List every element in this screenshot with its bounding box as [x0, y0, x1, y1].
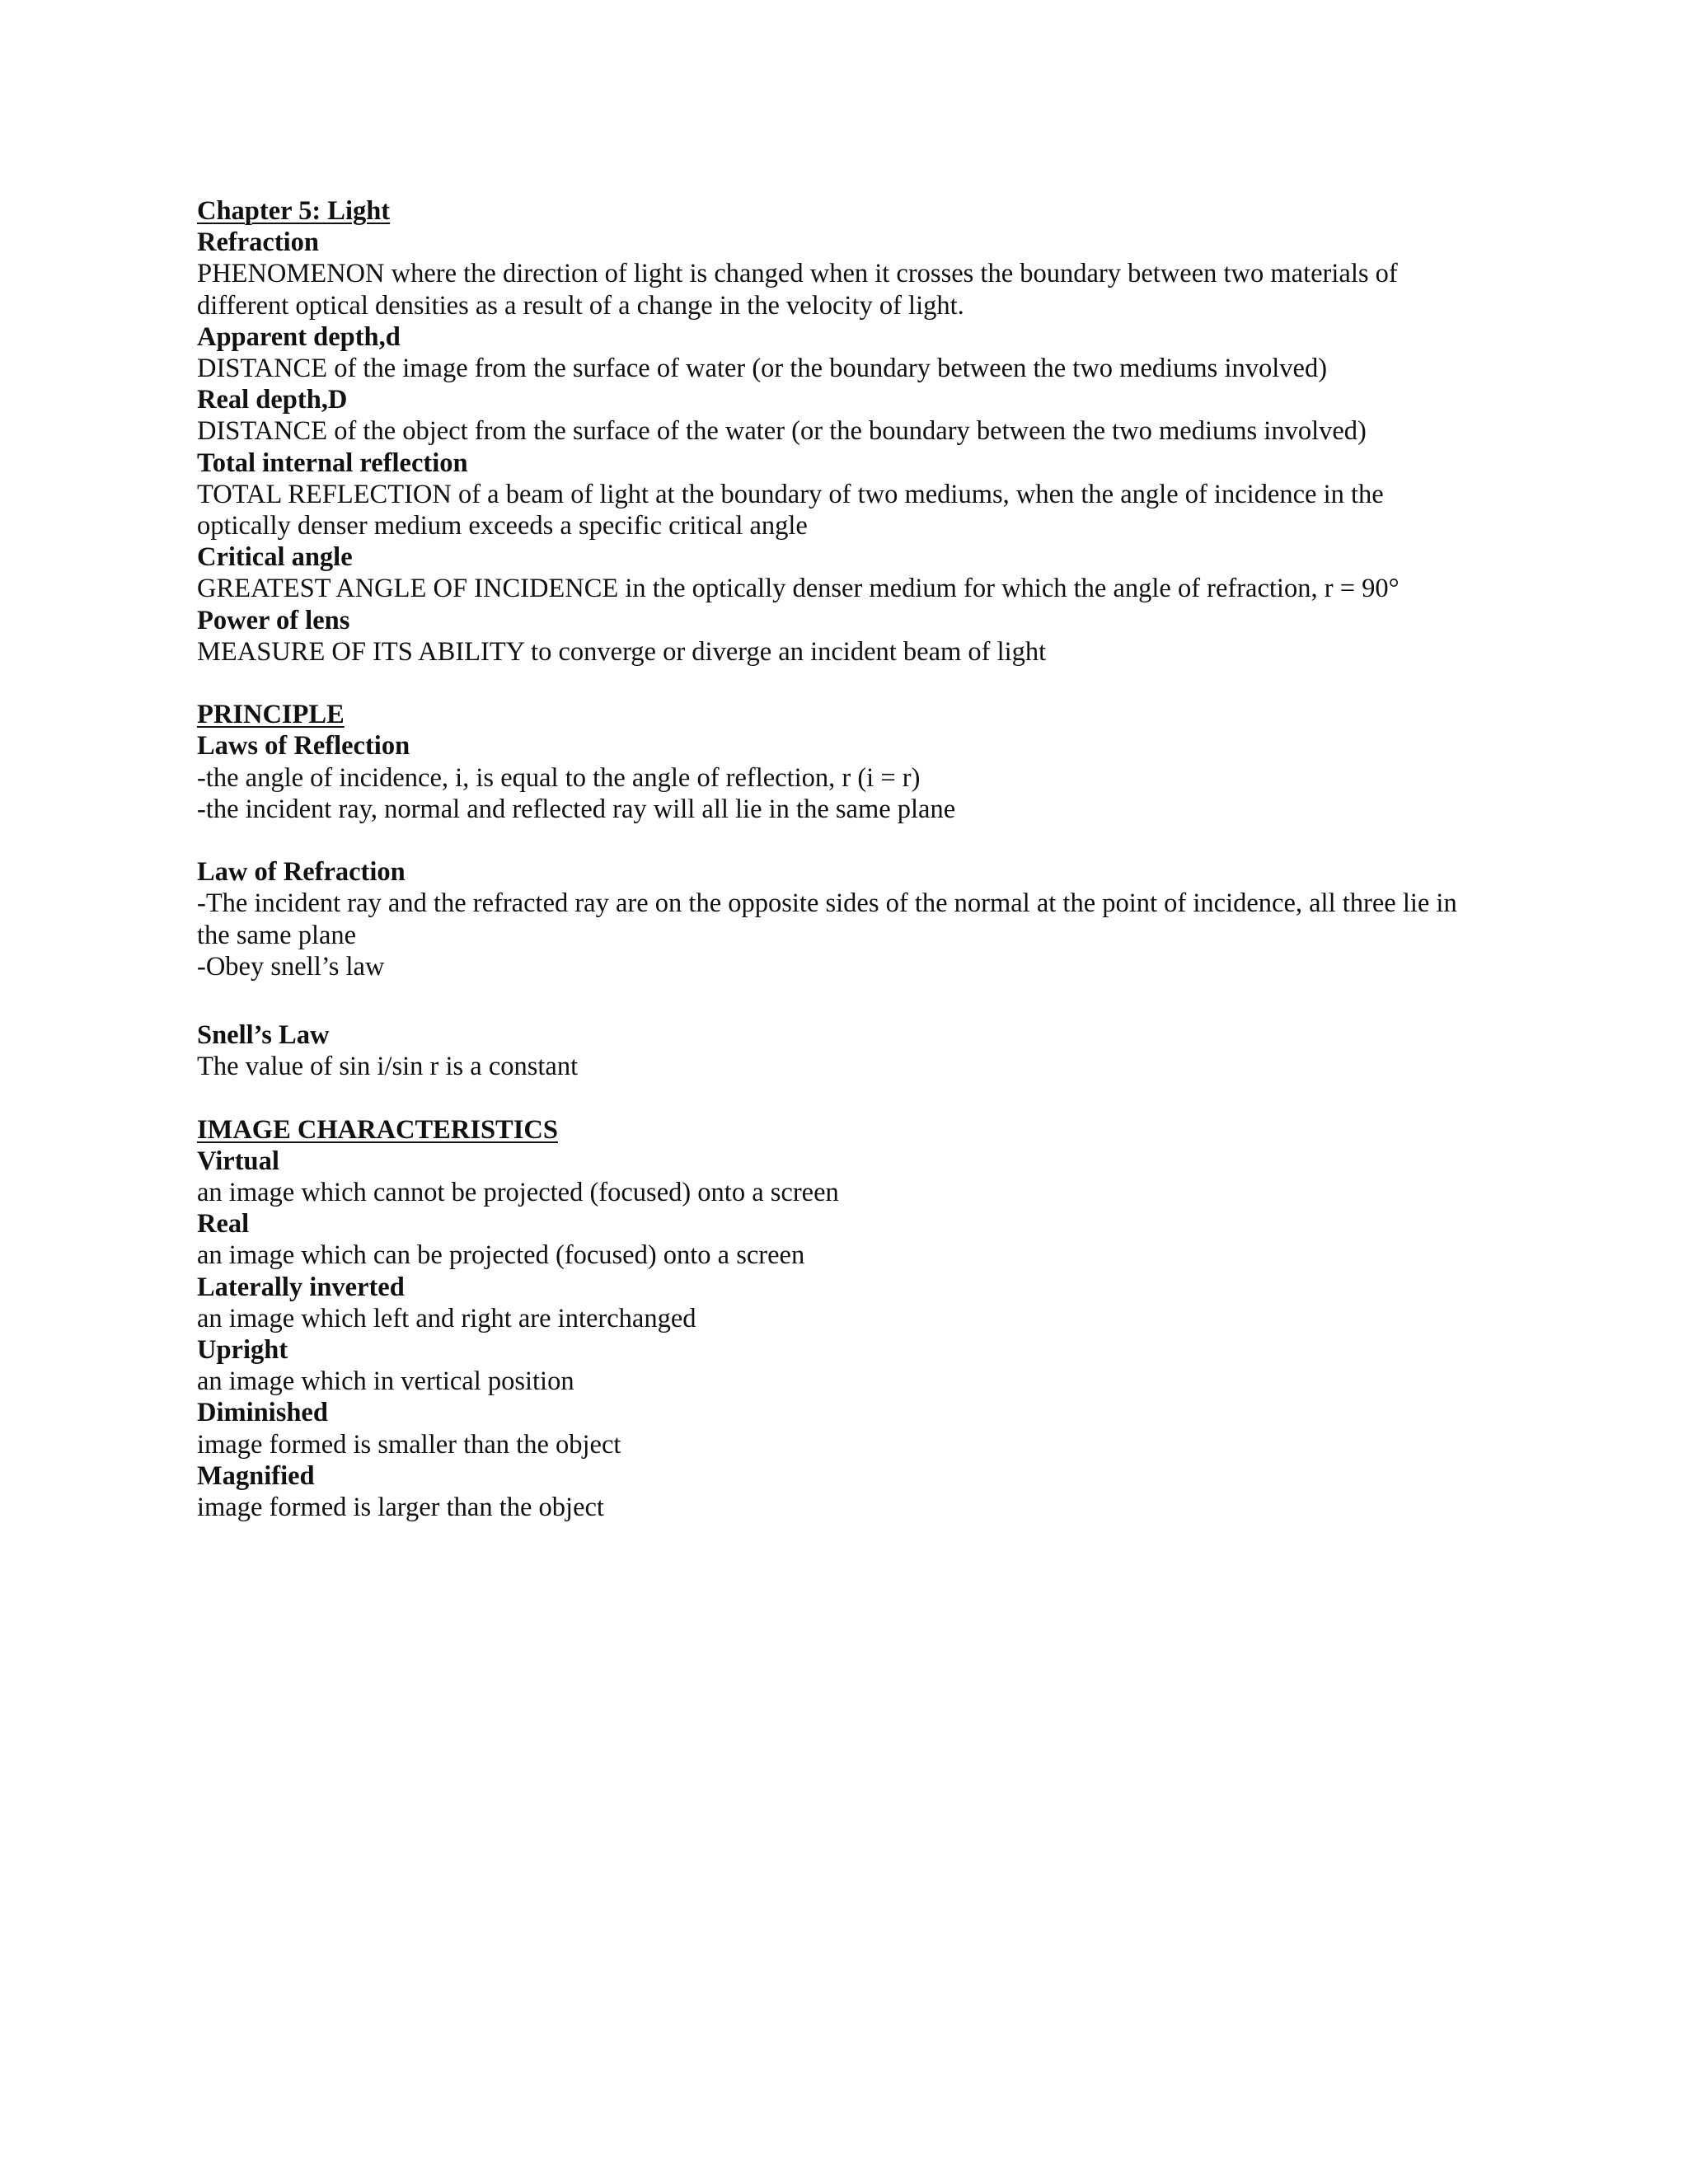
definition-term-critical-angle: Critical angle — [197, 542, 353, 573]
definition-text-refraction: PHENOMENON where the direction of light is changed when it crosses the boundary between two materials of different optical densities as a result of a change in the velocity of light. — [197, 259, 1398, 321]
characteristic-term-magnified: Magnified — [197, 1460, 315, 1491]
definition-term-apparent-depth: Apparent depth,d — [197, 321, 401, 352]
reflection-law-line: -the angle of incidence, i, is equal to the angle of reflection, r (i = r) — [197, 762, 921, 793]
characteristic-text-real: an image which can be projected (focused) onto a screen — [197, 1240, 805, 1271]
spacer — [197, 982, 1483, 1019]
refraction-law-line: -The incident ray and the refracted ray are on the opposite sides of the normal at the point of incidence, all three lie in the same plane — [197, 888, 1457, 950]
characteristic-term-laterally-inverted: Laterally inverted — [197, 1272, 405, 1302]
image-characteristics-heading: IMAGE CHARACTERISTICS — [197, 1114, 558, 1145]
characteristic-term-real: Real — [197, 1209, 250, 1240]
law-of-refraction-title: Law of Refraction — [197, 857, 406, 888]
spacer — [197, 668, 1483, 699]
refraction-law-line: -Obey snell’s law — [197, 951, 385, 982]
definition-text-apparent-depth: DISTANCE of the image from the surface of water (or the boundary between the two mediums involved) — [197, 354, 1328, 384]
characteristic-term-upright: Upright — [197, 1335, 288, 1366]
characteristic-text-virtual: an image which cannot be projected (focused) onto a screen — [197, 1178, 839, 1208]
characteristic-term-virtual: Virtual — [197, 1146, 279, 1176]
characteristic-text-laterally-inverted: an image which left and right are interchanged — [197, 1303, 696, 1333]
reflection-law-line: -the incident ray, normal and reflected ray will all lie in the same plane — [197, 794, 956, 824]
spacer — [197, 1082, 1483, 1113]
definition-text-total-internal-reflection: TOTAL REFLECTION of a beam of light at the boundary of two mediums, when the angle of incidence in the optically denser medium exceeds a specific critical angle — [197, 479, 1384, 541]
characteristic-text-magnified: image formed is larger than the object — [197, 1493, 604, 1523]
document-content — [197, 195, 1483, 1523]
snells-law-text: The value of sin i/sin r is a constant — [197, 1052, 579, 1082]
characteristic-text-upright: an image which in vertical position — [197, 1366, 574, 1397]
definition-term-total-internal-reflection: Total internal reflection — [197, 448, 468, 478]
definition-term-power-of-lens: Power of lens — [197, 605, 350, 635]
characteristic-term-diminished: Diminished — [197, 1398, 328, 1428]
definition-term-refraction: Refraction — [197, 227, 319, 258]
characteristic-text-diminished: image formed is smaller than the object — [197, 1429, 621, 1460]
definition-text-critical-angle: GREATEST ANGLE OF INCIDENCE in the optically denser medium for which the angle of refraction, r = 90° — [197, 574, 1400, 604]
chapter-title: Chapter 5: Light — [197, 196, 391, 226]
laws-of-reflection-title: Laws of Reflection — [197, 731, 410, 762]
definition-text-power-of-lens: MEASURE OF ITS ABILITY to converge or diverge an incident beam of light — [197, 636, 1047, 667]
spacer — [197, 825, 1483, 856]
principle-heading: PRINCIPLE — [197, 700, 345, 730]
definition-term-real-depth: Real depth,D — [197, 385, 348, 415]
snells-law-title: Snell’s Law — [197, 1020, 330, 1051]
definition-text-real-depth: DISTANCE of the object from the surface of the water (or the boundary between the two mediums involved) — [197, 416, 1367, 447]
